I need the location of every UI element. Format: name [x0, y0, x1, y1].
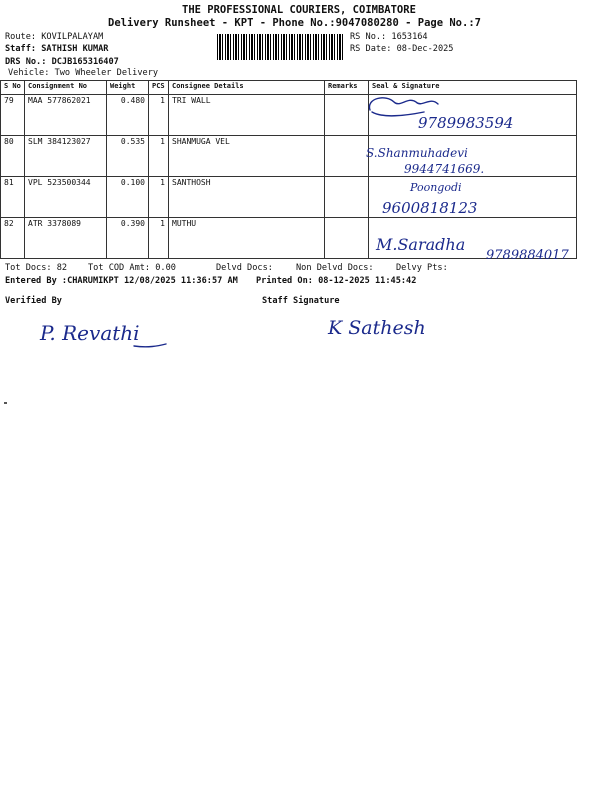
cell-sno: 80 [1, 136, 25, 177]
signature-row-81 [370, 176, 570, 220]
staff-signature-label: Staff Signature [262, 296, 340, 306]
cell-consignment: MAA 577862021 [25, 95, 107, 136]
cell-pcs: 1 [149, 177, 169, 218]
handwriting-phone: 9789884017 [486, 248, 569, 263]
handwriting-phone: 9600818123 [382, 199, 478, 217]
total-docs: Tot Docs: 82 [5, 263, 68, 273]
cell-consignee: TRI WALL [169, 95, 325, 136]
cell-weight: 0.480 [107, 95, 149, 136]
entered-by: Entered By :CHARUMIKPT 12/08/2025 11:36:57 AM [5, 276, 238, 286]
signature-row-79 [364, 90, 594, 134]
vehicle-label: Vehicle: Two Wheeler Delivery [8, 68, 159, 78]
verified-signature [38, 312, 178, 352]
verified-by-label: Verified By [5, 296, 62, 306]
scribble-signature-icon [369, 98, 438, 110]
cell-sno: 82 [1, 218, 25, 259]
handwriting-name: S.Shanmuhadevi [366, 146, 468, 160]
col-header-weight: Weight [107, 81, 149, 95]
runsheet-subtitle: Delivery Runsheet - KPT - Phone No.:9047080280 - Page No.:7 [108, 17, 481, 29]
company-title: THE PROFESSIONAL COURIERS, COIMBATORE [182, 4, 416, 16]
barcode-icon [217, 34, 345, 60]
handwriting-phone: 9789983594 [418, 114, 514, 132]
cell-pcs: 1 [149, 136, 169, 177]
cell-remarks [325, 218, 369, 259]
col-header-sno: S No [1, 81, 25, 95]
cell-consignment: ATR 3378089 [25, 218, 107, 259]
signature-row-82 [374, 228, 600, 264]
svg-text:K Sathesh: K Sathesh [328, 317, 426, 339]
printed-on: Printed On: 08-12-2025 11:45:42 [256, 276, 417, 286]
cell-consignee: SANTHOSH [169, 177, 325, 218]
cell-pcs: 1 [149, 218, 169, 259]
staff-label: Staff: SATHISH KUMAR [5, 44, 109, 54]
delivery-points: Delvy Pts: [396, 263, 448, 273]
col-header-pcs: PCS [149, 81, 169, 95]
delivered-docs: Delvd Docs: [216, 263, 273, 273]
handwriting-phone: 9944741669. [404, 162, 485, 176]
route-label: Route: KOVILPALAYAM [5, 32, 104, 42]
handwriting-name: Poongodi [410, 181, 462, 194]
handwriting-name: M.Saradha [376, 235, 466, 254]
rs-number: RS No.: 1653164 [350, 32, 428, 42]
rs-date: RS Date: 08-Dec-2025 [350, 44, 454, 54]
cell-consignment: SLM 384123027 [25, 136, 107, 177]
drs-label: DRS No.: DCJB165316407 [5, 57, 119, 67]
total-cod-amount: Tot COD Amt: 0.00 [88, 263, 176, 273]
cell-consignee: SHANMUGA VEL [169, 136, 325, 177]
cell-sno: 79 [1, 95, 25, 136]
cell-weight: 0.390 [107, 218, 149, 259]
col-header-signature: Seal & Signature [369, 81, 577, 95]
cell-weight: 0.535 [107, 136, 149, 177]
staff-signature [326, 306, 456, 348]
cell-weight: 0.100 [107, 177, 149, 218]
cell-sno: 81 [1, 177, 25, 218]
cell-remarks [325, 136, 369, 177]
cell-remarks [325, 177, 369, 218]
svg-text:P. Revathi: P. Revathi [40, 321, 140, 345]
non-delivered-docs: Non Delvd Docs: [296, 263, 374, 273]
col-header-consignee: Consignee Details [169, 81, 325, 95]
scan-mark [4, 402, 7, 404]
cell-pcs: 1 [149, 95, 169, 136]
col-header-remarks: Remarks [325, 81, 369, 95]
cell-consignee: MUTHU [169, 218, 325, 259]
signature-row-80 [364, 138, 594, 178]
col-header-consignment: Consignment No [25, 81, 107, 95]
cell-consignment: VPL 523500344 [25, 177, 107, 218]
cell-remarks [325, 95, 369, 136]
